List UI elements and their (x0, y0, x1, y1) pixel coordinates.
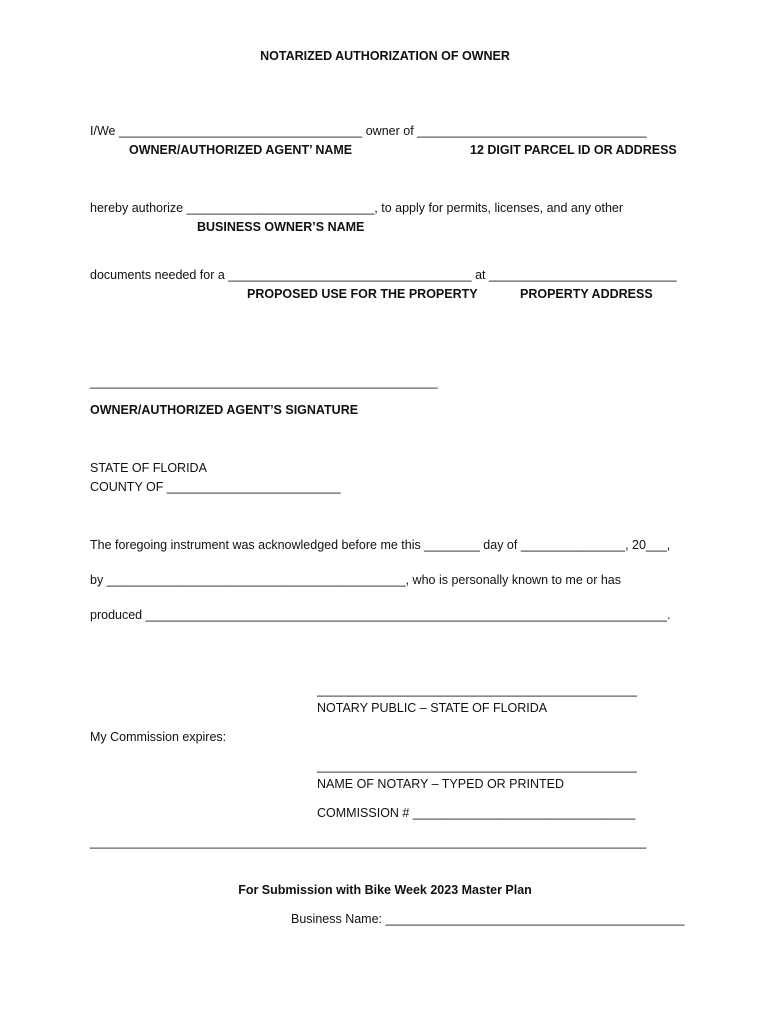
business-name-line: Business Name: ___________________________________________ (291, 912, 685, 926)
section-divider: ________________________________________________________________________________ (90, 835, 647, 849)
acknowledgment-line-2: by ___________________________________________, who is personally known to me or has (90, 573, 621, 587)
submission-heading: For Submission with Bike Week 2023 Master Plan (238, 883, 532, 897)
notary-signature-line: ______________________________________________ (317, 683, 637, 697)
signature-line: __________________________________________________ (90, 375, 438, 389)
notary-name-label: NAME OF NOTARY – TYPED OR PRINTED (317, 777, 565, 791)
signature-label: OWNER/AUTHORIZED AGENT’S SIGNATURE (90, 403, 359, 417)
parcel-id-label: 12 DIGIT PARCEL ID OR ADDRESS (470, 143, 677, 157)
acknowledgment-line-1: The foregoing instrument was acknowledged before me this ________ day of _______________, 20___, (90, 538, 671, 552)
commission-number-line: COMMISSION # ________________________________ (317, 806, 636, 820)
property-address-label: PROPERTY ADDRESS (520, 287, 653, 301)
state-text: STATE OF FLORIDA (90, 461, 207, 475)
commission-expires-text: My Commission expires: (90, 730, 227, 744)
business-owner-label: BUSINESS OWNER’S NAME (197, 220, 365, 234)
county-line: COUNTY OF _________________________ (90, 480, 341, 494)
documents-line: documents needed for a ___________________________________ at ___________________________ (90, 268, 677, 282)
document-title: NOTARIZED AUTHORIZATION OF OWNER (260, 49, 510, 63)
proposed-use-label: PROPOSED USE FOR THE PROPERTY (247, 287, 478, 301)
acknowledgment-line-3: produced ___________________________________________________________________________. (90, 608, 671, 622)
owner-statement-line: I/We ___________________________________ owner of _________________________________ (90, 124, 647, 138)
notary-public-label: NOTARY PUBLIC – STATE OF FLORIDA (317, 701, 548, 715)
notary-name-line: ______________________________________________ (317, 759, 637, 773)
owner-name-label: OWNER/AUTHORIZED AGENT’ NAME (129, 143, 353, 157)
authorize-line: hereby authorize ___________________________, to apply for permits, licenses, and any other (90, 201, 624, 215)
